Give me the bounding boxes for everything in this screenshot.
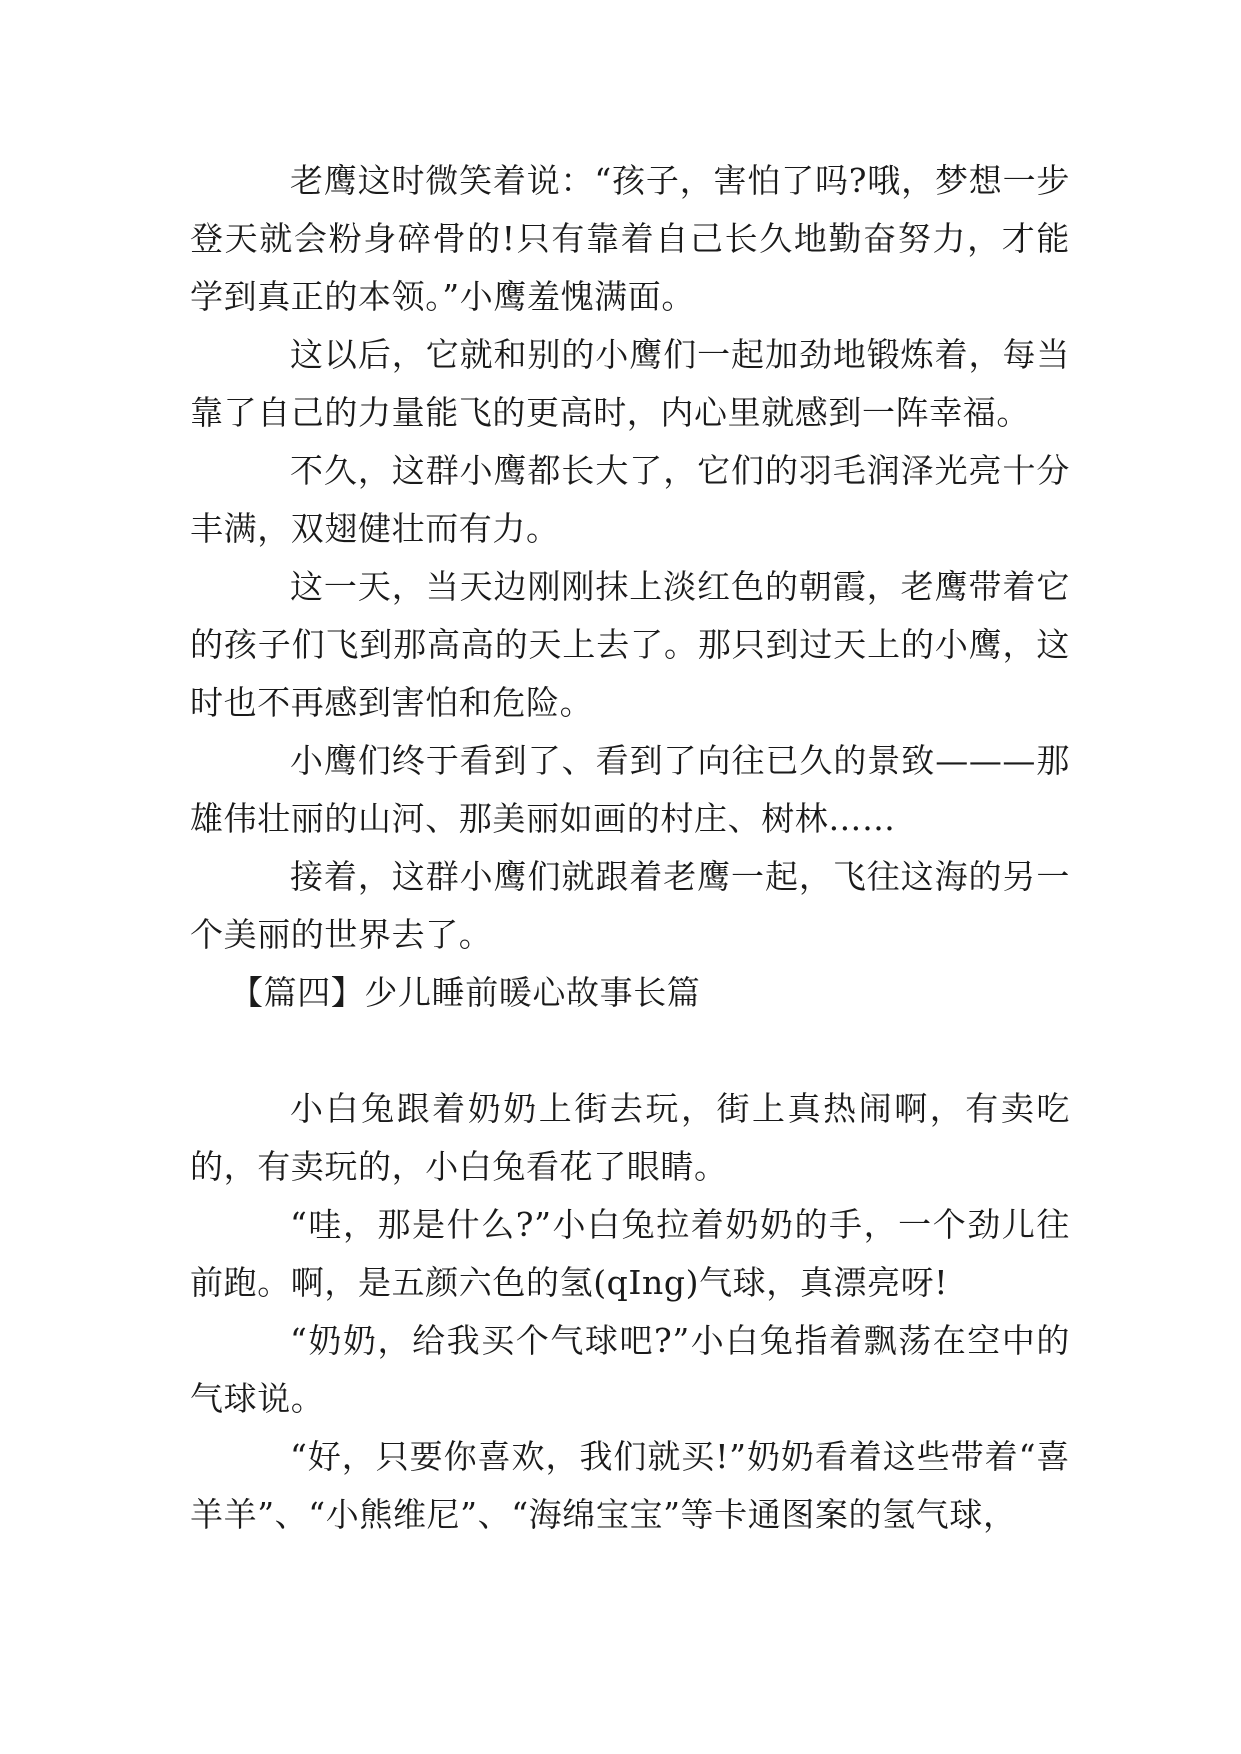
story-paragraph: 这一天，当天边刚刚抹上淡红色的朝霞，老鹰带着它的孩子们飞到那高高的天上去了。那只到过天上的小鹰，这时也不再感到害怕和危险。	[190, 567, 1070, 722]
story-paragraph: “哇，那是什么?”小白兔拉着奶奶的手，一个劲儿往前跑。啊，是五颜六色的氢(qIng)气球，真漂亮呀!	[190, 1205, 1070, 1302]
story-paragraph: 小鹰们终于看到了、看到了向往已久的景致———那雄伟壮丽的山河、那美丽如画的村庄、树林……	[190, 741, 1070, 838]
story-paragraph: “好，只要你喜欢，我们就买!”奶奶看着这些带着“喜羊羊”、“小熊维尼”、“海绵宝宝”等卡通图案的氢气球，	[190, 1437, 1070, 1534]
story-paragraph: “奶奶，给我买个气球吧?”小白兔指着飘荡在空中的气球说。	[190, 1321, 1070, 1418]
story-paragraph: 这以后，它就和别的小鹰们一起加劲地锻炼着，每当靠了自己的力量能飞的更高时，内心里就感到一阵幸福。	[190, 335, 1070, 432]
story-paragraph: 老鹰这时微笑着说：“孩子，害怕了吗?哦，梦想一步登天就会粉身碎骨的!只有靠着自己长久地勤奋努力，才能学到真正的本领。”小鹰羞愧满面。	[190, 161, 1070, 316]
story-paragraph: 小白兔跟着奶奶上街去玩，街上真热闹啊，有卖吃的，有卖玩的，小白兔看花了眼睛。	[190, 1089, 1070, 1186]
section-heading: 【篇四】少儿睡前暖心故事长篇	[230, 973, 701, 1012]
story-paragraph: 接着，这群小鹰们就跟着老鹰一起，飞往这海的另一个美丽的世界去了。	[190, 857, 1070, 954]
story-paragraph: 不久，这群小鹰都长大了，它们的羽毛润泽光亮十分丰满，双翅健壮而有力。	[190, 451, 1070, 548]
document-page	[190, 152, 1070, 1544]
